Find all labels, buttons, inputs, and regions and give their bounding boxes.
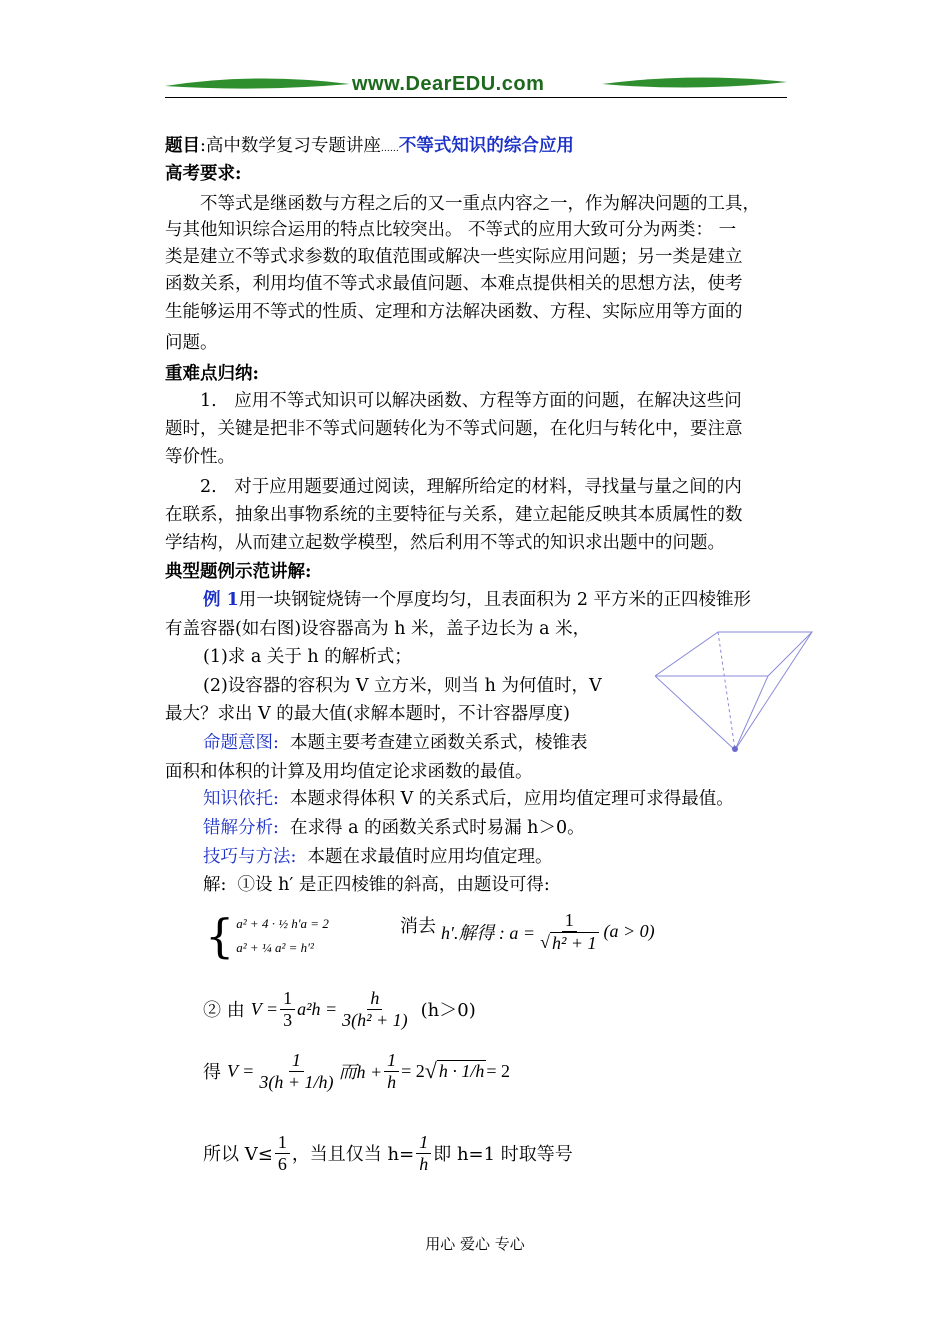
example1-text: 用一块钢锭烧铸一个厚度均匀，且表面积为 2 平方米的正四棱锥形 [238, 590, 752, 610]
basis-label: 知识依托: [203, 789, 279, 809]
a-fraction-num: 1 [562, 910, 577, 932]
req-line-5: 生能够运用不等式的性质、定理和方法解决函数、方程、实际应用等方面的 [165, 302, 743, 322]
eq3-small-fraction [384, 1050, 399, 1092]
equation-am-gm [203, 1050, 510, 1092]
solve-text: h′.解得 : a = [441, 922, 536, 943]
equation-system [205, 909, 329, 963]
system-lines [236, 912, 329, 960]
error-label: 错解分析: [203, 818, 279, 838]
title-dots: …… [380, 144, 399, 154]
title-topic: 不等式知识的综合应用 [398, 136, 574, 156]
equation-solve [400, 912, 436, 938]
key-heading: 重难点归纳: [165, 364, 259, 384]
title-sep: : [200, 136, 206, 156]
key-line-1: 1. 应用不等式知识可以解决函数、方程等方面的问题，在解决这些问 [165, 391, 742, 411]
eq3-fraction [256, 1050, 336, 1092]
req-line-4: 函数关系，利用均值不等式求最值问题、本难点提供相关的思想方法，使考 [165, 274, 743, 294]
eq4-fraction [275, 1132, 290, 1174]
eq3-prefix: 得 [203, 1062, 221, 1084]
eq4-c: 即 h=1 时取等号 [433, 1144, 573, 1166]
req-line-3: 类是建立不等式求参数的取值范围或解决一些实际应用问题；另一类是建立 [165, 247, 743, 267]
example1-label: 例 1 [203, 590, 239, 610]
eq4-h-den: h [419, 1153, 429, 1174]
eq2-v: V = [250, 998, 279, 1019]
site-logo[interactable]: www.DearEDU.com [352, 73, 545, 95]
eq3-small-den: h [387, 1071, 397, 1092]
title-prefix: 高中数学复习专题讲座 [205, 136, 381, 156]
solution-label: 解: [203, 875, 227, 895]
pyramid-apex [732, 746, 738, 752]
eq4-h-fraction [416, 1132, 431, 1174]
eq3-radicand: h · 1/h [438, 1061, 485, 1082]
eq4-b: ，当且仅当 h= [291, 1144, 415, 1166]
eq3-v: V = [227, 1060, 255, 1081]
basis-text: 本题求得体积 V 的关系式后，应用均值定理可求得最值。 [290, 789, 734, 809]
eliminate-text: 消去 [400, 916, 436, 937]
question-2a: (2)设容器的容积为 V 立方米，则当 h 为何值时，V [203, 676, 602, 696]
pyramid-edge-3 [735, 632, 812, 750]
eq4-num: 1 [275, 1132, 290, 1154]
a-radicand: h² + 1 [551, 932, 597, 953]
question-2b: 最大？求出 V 的最大值(求解本题时，不计容器厚度) [165, 704, 570, 724]
req-line-1: 不等式是继函数与方程之后的又一重点内容之一，作为解决问题的工具， [165, 194, 760, 214]
system-line-1: a² + 4 · ½ h′a = 2 [236, 916, 329, 931]
header-rule [165, 97, 787, 98]
intent-text-b: 面积和体积的计算及用均值定论求函数的最值。 [165, 762, 533, 782]
eq2-cond: (h＞0) [420, 1000, 476, 1022]
equation-volume [203, 988, 476, 1030]
pyramid-diagram [655, 628, 815, 758]
equation-conclusion [203, 1132, 573, 1174]
pyramid-edge-1 [655, 676, 735, 750]
eq3-small-num: 1 [384, 1050, 399, 1072]
req-line-6: 问题。 [165, 333, 218, 353]
error-text: 在求得 a 的函数关系式时易漏 h＞0。 [290, 818, 585, 838]
pyramid-hidden-edge [718, 632, 735, 750]
pyramid-top-face [655, 632, 812, 676]
example1-line1 [203, 589, 751, 611]
eq3-den: 3(h + 1/h) [259, 1071, 334, 1092]
eq2-num: h [367, 988, 382, 1010]
example-heading: 典型题例示范讲解: [165, 562, 312, 582]
key-line-4: 2. 对于应用题要通过阅读，理解所给定的材料，寻找量与量之间的内 [165, 477, 742, 497]
document-title [165, 135, 574, 160]
title-label: 题目 [165, 136, 200, 156]
eq3-eq2: = 2 [401, 1060, 425, 1081]
key-line-3: 等价性。 [165, 447, 235, 467]
eq3-end: = 2 [486, 1060, 511, 1081]
example1-line2: 有盖容器(如右图)设容器高为 h 米，盖子边长为 a 米， [165, 619, 591, 639]
eq2-third [280, 988, 295, 1030]
skill-text: 本题在求最值时应用均值定理。 [307, 847, 553, 867]
a-fraction-den: √ h² + 1 [540, 932, 597, 953]
eq2-prefix: ② 由 [203, 1000, 245, 1022]
eq3-mid: 而h + [338, 1062, 383, 1083]
solution-text: ①设 h′ 是正四棱锥的斜高，由题设可得: [237, 875, 550, 895]
eq2-mid: a²h = [297, 998, 338, 1019]
key-line-6: 学结构，从而建立起数学模型，然后利用不等式的知识求出题中的问题。 [165, 533, 725, 553]
error-line [203, 817, 585, 839]
skill-line [203, 846, 553, 868]
question-1: (1)求 a 关于 h 的解析式； [203, 647, 412, 667]
eq2-den: 3(h² + 1) [342, 1009, 408, 1030]
requirements-heading: 高考要求: [165, 164, 242, 184]
basis-line [203, 788, 734, 810]
a-condition: (a > 0) [603, 921, 655, 942]
eq4-a: 所以 V≤ [203, 1144, 273, 1166]
eq4-den: 6 [277, 1153, 287, 1174]
eq3-num: 1 [289, 1050, 304, 1072]
intent-line-a [203, 732, 588, 754]
req-line-2: 与其他知识综合运用的特点比较突出。 不等式的应用大致可分为两类： 一 [165, 220, 737, 240]
eq4-h-num: 1 [416, 1132, 431, 1154]
key-line-5: 在联系，抽象出事物系统的主要特征与关系，建立起能反映其本质属性的数 [165, 505, 743, 525]
page-footer: 用心 爱心 专心 [425, 1235, 525, 1253]
eq2-third-den: 3 [283, 1009, 293, 1030]
intent-text-a: 本题主要考查建立函数关系式，棱锥表 [290, 733, 588, 753]
equation-a-result [441, 910, 655, 953]
eq2-fraction [339, 988, 411, 1030]
pyramid-edge-2 [735, 676, 768, 750]
skill-label: 技巧与方法: [203, 847, 297, 867]
system-line-2: a² + ¼ a² = h′² [236, 940, 314, 955]
intent-label: 命题意图: [203, 733, 279, 753]
eq3-sqrt: √ h · 1/h [424, 1058, 485, 1084]
a-fraction [537, 910, 601, 953]
solution-line [203, 874, 550, 896]
key-line-2: 题时，关键是把非不等式问题转化为不等式问题，在化归与转化中，要注意 [165, 419, 743, 439]
system-brace: { [205, 909, 235, 963]
eq2-third-num: 1 [280, 988, 295, 1010]
